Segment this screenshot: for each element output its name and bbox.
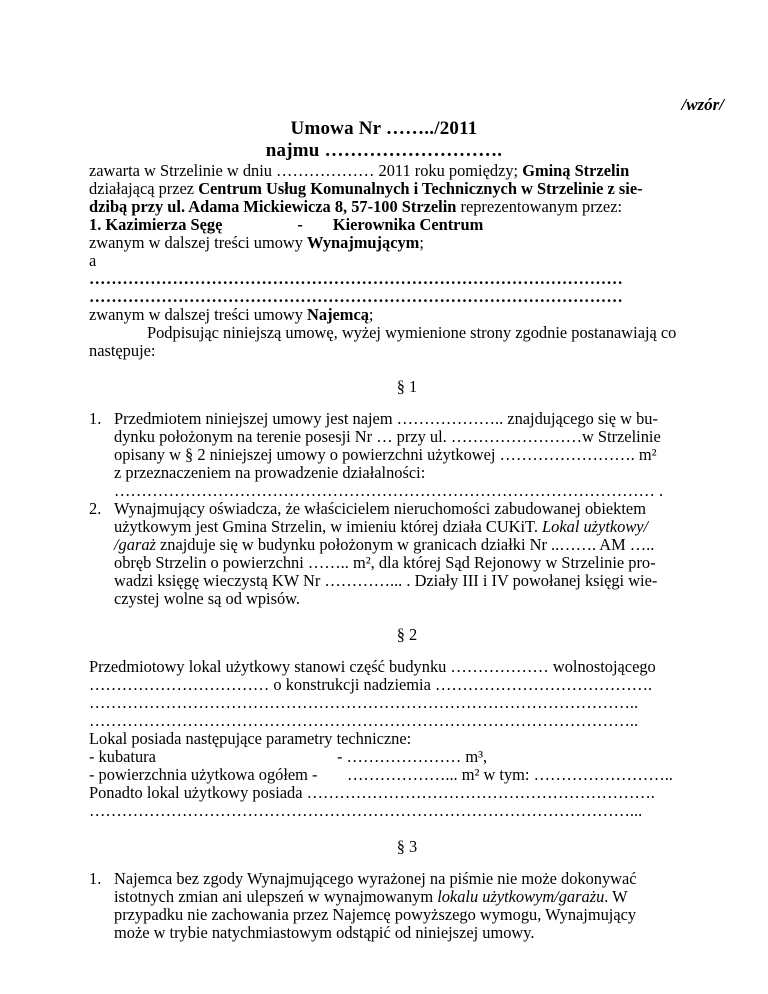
tenant-term: Najemcą bbox=[307, 305, 369, 324]
title-line-1: Umowa Nr ……../2011 bbox=[290, 118, 478, 139]
text: działającą przez bbox=[89, 179, 199, 198]
title-line-2: najmu ………………………. bbox=[265, 140, 503, 161]
text-line: Przedmiotem niniejszej umowy jest najem ……………….. znajdującego się w bu- bbox=[114, 409, 658, 428]
section-3-list bbox=[89, 870, 725, 942]
text-line: ………………………………………………………………………………………... bbox=[89, 801, 643, 820]
text: ; bbox=[419, 233, 424, 252]
text-line: z przeznaczeniem na prowadzenie działalności: bbox=[114, 463, 426, 482]
text-line: Najemca bez zgody Wynajmującego wyrażonej na piśmie nie może dokonywać bbox=[114, 869, 637, 888]
representative-line bbox=[89, 216, 725, 234]
list-item bbox=[89, 410, 725, 500]
text-line: Lokal posiada następujące parametry techniczne: bbox=[89, 729, 412, 748]
text-line: czystej wolne są od wpisów. bbox=[114, 589, 301, 608]
blank-line: …………………………………………………………………………………… bbox=[89, 269, 624, 288]
list-item bbox=[89, 500, 725, 608]
italic-text: Lokal użytkowy/ bbox=[542, 517, 649, 536]
text: ; bbox=[368, 305, 374, 324]
text-line bbox=[114, 888, 725, 906]
parameter-line bbox=[89, 766, 725, 784]
dash: - bbox=[297, 215, 303, 234]
italic-text: /garaż bbox=[114, 535, 156, 554]
address: dzibą przy ul. Adama Mickiewicza 8, 57-100 Strzelin bbox=[89, 197, 457, 216]
list-item bbox=[89, 870, 725, 942]
text-line bbox=[114, 518, 725, 536]
text: znajduje się w budynku położonym w granicach działki Nr ..……. AM ….. bbox=[155, 535, 655, 554]
text: zwanym w dalszej treści umowy bbox=[89, 233, 308, 252]
intro-line bbox=[89, 198, 725, 216]
intro-line bbox=[89, 162, 725, 180]
text-line: przypadku nie zachowania przez Najemcę powyższego wymogu, Wynajmujący bbox=[114, 905, 637, 924]
party-name: Gminą Strzelin bbox=[522, 161, 630, 180]
institution-name: Centrum Usług Komunalnych i Technicznych w Strzelinie z sie- bbox=[198, 179, 643, 198]
list-number: 1. bbox=[89, 869, 102, 888]
text-line: obręb Strzelin o powierzchni …….. m², dla której Sąd Rejonowy w Strzelinie pro- bbox=[114, 553, 656, 572]
list-number: 1. bbox=[89, 409, 102, 428]
text-line bbox=[114, 536, 725, 554]
italic-text: lokalu użytkowym/garażu bbox=[437, 887, 605, 906]
template-marker: /wzór/ bbox=[681, 95, 724, 114]
text: użytkowym jest Gmina Strzelin, w imieniu której działa CUKiT. bbox=[114, 517, 543, 536]
section-heading-1: § 1 bbox=[396, 377, 418, 396]
section-heading-3: § 3 bbox=[396, 837, 418, 856]
list-number: 2. bbox=[89, 499, 102, 518]
section-heading-2: § 2 bbox=[396, 625, 418, 644]
text-line: Przedmiotowy lokal użytkowy stanowi część budynku ……………… wolnostojącego bbox=[89, 657, 656, 676]
parameter-label: - powierzchnia użytkowa ogółem - bbox=[89, 765, 318, 784]
text-line: ……………………………………………………………………………………….. bbox=[89, 711, 639, 730]
intro-line bbox=[89, 306, 725, 324]
text: reprezentowanym przez: bbox=[456, 197, 623, 216]
intro-line: następuje: bbox=[89, 341, 156, 360]
text: zwanym w dalszej treści umowy bbox=[89, 305, 308, 324]
document-body bbox=[89, 162, 725, 942]
representative-name: 1. Kazimierza Sęgę bbox=[89, 215, 223, 234]
representative-role: Kierownika Centrum bbox=[332, 215, 484, 234]
document-title bbox=[0, 118, 768, 162]
intro-line bbox=[89, 180, 725, 198]
intro-line: Podpisując niniejszą umowę, wyżej wymienione strony zgodnie postanawiają co bbox=[147, 323, 677, 342]
text: zawarta w Strzelinie w dniu ……………… 2011 roku pomiędzy; bbox=[89, 161, 523, 180]
text-line: może w trybie natychmiastowym odstąpić od niniejszej umowy. bbox=[114, 923, 535, 942]
parameter-value: - ………………… m³, bbox=[337, 747, 488, 766]
intro-line: a bbox=[89, 251, 97, 270]
text-line: ……………………………………………………………………………………….. bbox=[89, 693, 639, 712]
landlord-term: Wynajmującym bbox=[307, 233, 420, 252]
intro-line bbox=[89, 234, 725, 252]
parameter-value: ………………... m² w tym: …………………….. bbox=[347, 765, 673, 784]
text-line: ……………………………………………………………………………………… . bbox=[114, 481, 664, 500]
section-1-list bbox=[89, 410, 725, 608]
blank-line: …………………………………………………………………………………… bbox=[89, 287, 624, 306]
text: istotnych zmian ani ulepszeń w wynajmowanym bbox=[114, 887, 438, 906]
text-line: opisany w § 2 niniejszej umowy o powierzchni użytkowej ……………………. m² bbox=[114, 445, 657, 464]
parameter-line bbox=[89, 748, 725, 766]
text: . W bbox=[604, 887, 628, 906]
text-line: dynku położonym na terenie posesji Nr … przy ul. ……………………w Strzelinie bbox=[114, 427, 661, 446]
text-line: …………………………… o konstrukcji nadziemia …………………………………. bbox=[89, 675, 653, 694]
text-line: Wynajmujący oświadcza, że właścicielem nieruchomości zabudowanej obiektem bbox=[114, 499, 646, 518]
text-line: wadzi księgę wieczystą KW Nr …………... . Działy III i IV powołanej księgi wie- bbox=[114, 571, 658, 590]
parameter-label: - kubatura bbox=[89, 747, 156, 766]
text-line: Ponadto lokal użytkowy posiada ………………………………………………………. bbox=[89, 783, 655, 802]
